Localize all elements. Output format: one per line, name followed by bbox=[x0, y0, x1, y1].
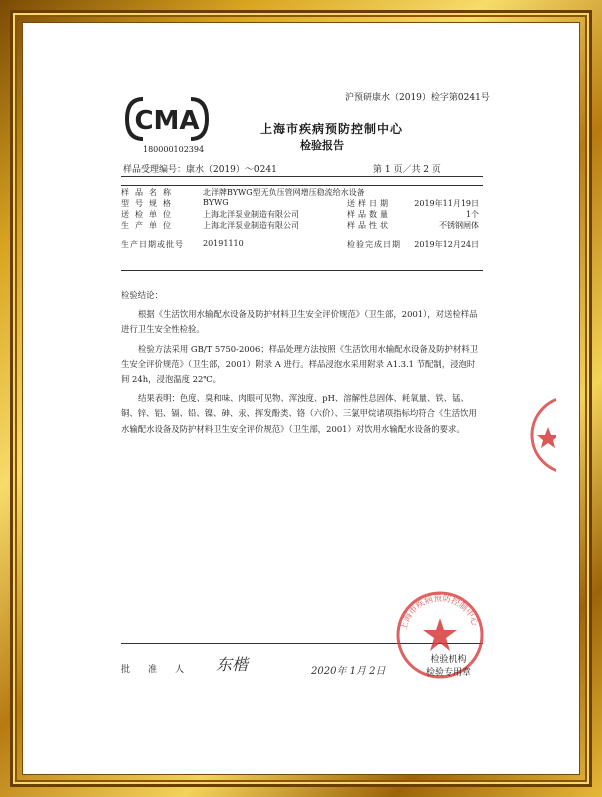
divider bbox=[121, 176, 483, 177]
info-value-2: 不锈钢闸体 bbox=[439, 221, 479, 230]
info-value: 北洋牌BYWG型无负压管网增压稳流给水设备 bbox=[203, 188, 365, 197]
info-row bbox=[121, 198, 483, 209]
info-value: BYWG bbox=[203, 198, 229, 207]
info-label: 型号规格 bbox=[121, 199, 177, 208]
info-row bbox=[121, 187, 483, 198]
cma-logo-text: CMA bbox=[134, 106, 200, 136]
document-number: 沪预研康水（2019）检字第0241号 bbox=[345, 93, 490, 103]
conclusion-paragraph: 根据《生活饮用水输配水设备及防护材料卫生安全评价规范》（卫生部，2001），对送检样品进行卫生安全性检验。 bbox=[121, 309, 478, 335]
page-info: 第 1 页／共 2 页 bbox=[373, 165, 441, 175]
result-paragraph: 结果表明：色度、臭和味、肉眼可见物、浑浊度、pH、溶解性总固体、耗氧量、铁、锰、铜、锌、铝、镉、铅、镍、砷、汞、挥发酚类、铬（六价）、三氯甲烷诸项指标均符合《生活饮用水输配水设备及防护材料卫生安全评价规范》（卫生部，2001）对饮用水输配水设备的要求。 bbox=[121, 393, 477, 434]
divider bbox=[121, 185, 483, 186]
cma-logo bbox=[123, 95, 211, 143]
info-label: 生产单位 bbox=[121, 221, 177, 230]
info-label: 样品名称 bbox=[121, 188, 177, 197]
info-label: 送检单位 bbox=[121, 210, 177, 219]
stamp-line-2: 检验专用章 bbox=[426, 668, 472, 678]
approver-label: 批准人 bbox=[121, 665, 203, 675]
sign-date: 2020年 1月 2日 bbox=[311, 666, 386, 677]
divider bbox=[121, 270, 483, 271]
cma-number: 180000102394 bbox=[143, 145, 205, 154]
conclusion-heading: 检验结论： bbox=[121, 290, 163, 300]
info-value: 上海北洋泵业制造有限公司 bbox=[203, 210, 299, 219]
info-label-2: 样品性状 bbox=[347, 221, 391, 230]
info-label-2: 样品数量 bbox=[347, 210, 391, 219]
conclusion-section bbox=[121, 288, 483, 441]
info-value: 上海北洋泵业制造有限公司 bbox=[203, 221, 299, 230]
signature: 东楷 bbox=[216, 655, 249, 674]
info-value-2: 2019年11月19日 bbox=[414, 199, 479, 208]
info-row bbox=[121, 239, 483, 250]
stamp-caption bbox=[426, 654, 471, 680]
info-label-2: 送样日期 bbox=[347, 199, 391, 208]
acceptance-number: 样品受理编号：康水（2019）～0241 bbox=[123, 165, 277, 175]
star-icon bbox=[537, 427, 556, 448]
info-value: 20191110 bbox=[203, 239, 244, 248]
organization-title: 上海市疾病预防控制中心 bbox=[260, 122, 404, 136]
info-row bbox=[121, 220, 483, 231]
star-icon bbox=[423, 618, 457, 651]
stamp-line-1: 检验机构 bbox=[430, 655, 467, 665]
info-label: 生产日期或批号 bbox=[121, 240, 184, 249]
info-label-2: 检验完成日期 bbox=[347, 240, 401, 249]
info-row bbox=[121, 209, 483, 220]
edge-stamp-fragment bbox=[528, 395, 556, 475]
method-paragraph: 检验方法采用 GB/T 5750-2006；样品处理方法按照《生活饮用水输配水设备及防护材料卫生安全评价规范》（卫生部，2001）附录 A 进行。样品浸泡水采用附录 A1.3.1 节配制，浸泡时间 24h，浸泡温度 22℃。 bbox=[121, 343, 479, 385]
info-table bbox=[121, 187, 483, 250]
report-title: 检验报告 bbox=[300, 139, 344, 152]
stamp-ring-text: 上海市疾病预防控制中心 bbox=[399, 593, 480, 632]
info-value-2: 1个 bbox=[465, 210, 479, 219]
info-value-2: 2019年12月24日 bbox=[414, 240, 479, 249]
